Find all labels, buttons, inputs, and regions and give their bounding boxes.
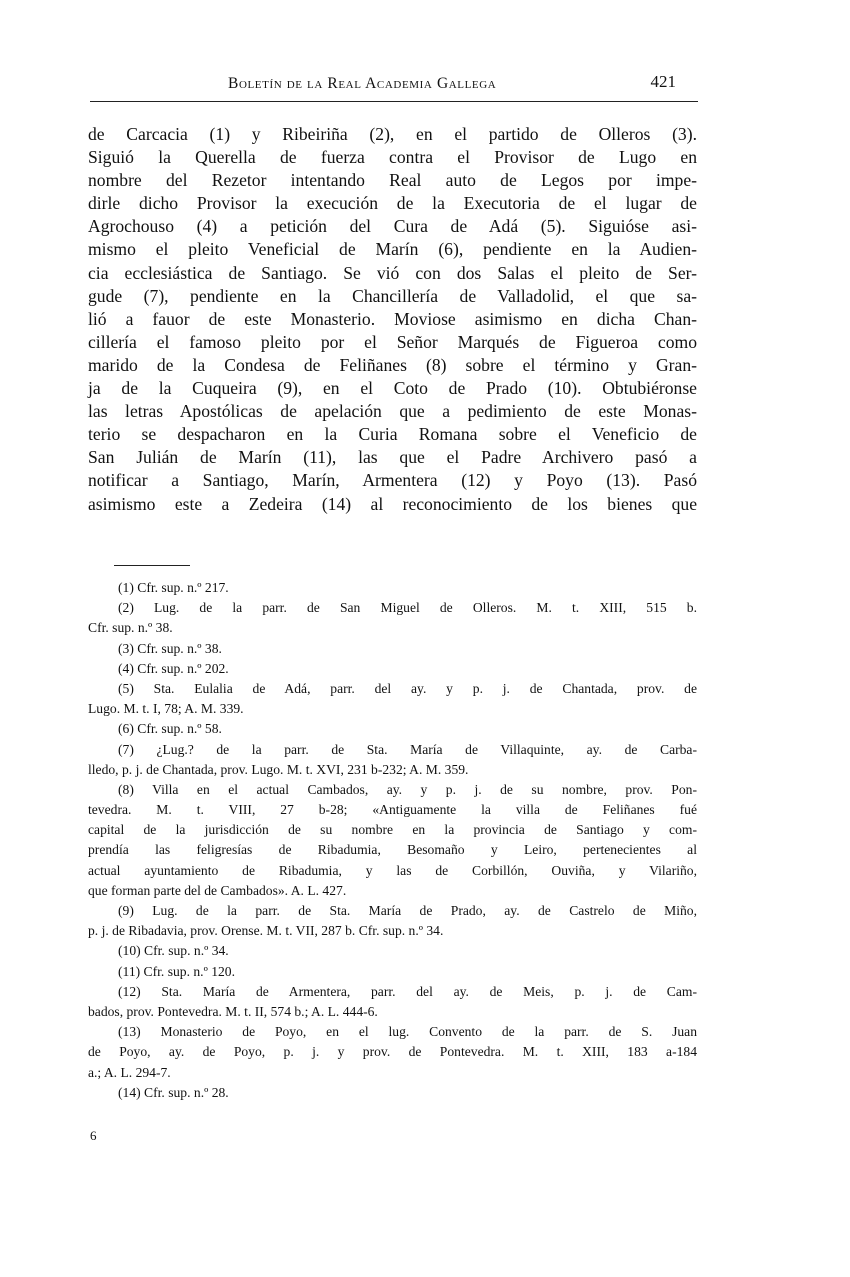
footnote-line: capital de la jurisdicción de su nombre en la provincia de Santiago y com-: [88, 822, 697, 838]
footnote-line: (8) Villa en el actual Cambados, ay. y p. j. de su nombre, prov. Pon-: [118, 781, 697, 797]
footnote-line: Cfr. sup. n.º 38.: [88, 620, 173, 636]
footnote-line: (6) Cfr. sup. n.º 58.: [118, 721, 222, 737]
body-line: Agrochouso (4) a petición del Cura de Adá (5). Siguióse asi-: [88, 216, 697, 237]
footnote: [88, 1083, 697, 1103]
footnote: [88, 578, 697, 598]
footnote-line: prendía las feligresías de Ribadumia, Besomaño y Leiro, pertenecientes al: [88, 842, 697, 858]
footnote-line: (7) ¿Lug.? de la parr. de Sta. María de Villaquinte, ay. de Carba-: [118, 741, 697, 757]
running-title: Boletín de la Real Academia Gallega: [228, 75, 497, 92]
running-header: [90, 66, 698, 102]
footnote-separator: [114, 565, 190, 566]
footnote: [88, 598, 697, 638]
footnote-line: de Poyo, ay. de Poyo, p. j. y prov. de Pontevedra. M. t. XIII, 183 a-184: [88, 1044, 697, 1060]
footnote-line: lledo, p. j. de Chantada, prov. Lugo. M. t. XVI, 231 b-232; A. M. 359.: [88, 761, 469, 777]
footnote: [88, 941, 697, 961]
footnote-line: (4) Cfr. sup. n.º 202.: [118, 660, 229, 676]
footnote-line: tevedra. M. t. VIII, 27 b-28; «Antiguamente la villa de Feliñanes fué: [88, 802, 697, 818]
footnote-line: que forman parte del de Cambados». A. L. 427.: [88, 882, 347, 898]
footnote-line: bados, prov. Pontevedra. M. t. II, 574 b.; A. L. 444-6.: [88, 1003, 378, 1019]
body-line: cia ecclesiástica de Santiago. Se vió con dos Salas el pleito de Ser-: [88, 262, 697, 283]
footnote-line: (9) Lug. de la parr. de Sta. María de Prado, ay. de Castrelo de Miño,: [118, 903, 697, 918]
footnote-line: (10) Cfr. sup. n.º 34.: [118, 943, 229, 959]
footnote-line: a.; A. L. 294-7.: [88, 1064, 171, 1080]
body-line: de Carcacia (1) y Ribeiriña (2), en el partido de Olleros (3).: [88, 124, 697, 144]
footnote: [88, 780, 697, 901]
footnote-line: (13) Monasterio de Poyo, en el lug. Convento de la parr. de S. Juan: [118, 1024, 697, 1040]
footnotes: [88, 578, 697, 1103]
footnote-line: (11) Cfr. sup. n.º 120.: [118, 963, 235, 979]
body-paragraph: [88, 123, 697, 516]
footnote-line: actual ayuntamiento de Ribadumia, y las de Corbillón, Ouviña, y Vilariño,: [88, 862, 697, 878]
body-line: asimismo este a Zedeira (14) al reconocimiento de los bienes que: [88, 493, 697, 514]
footnote: [88, 1022, 697, 1083]
body-line: notificar a Santiago, Marín, Armentera (12) y Poyo (13). Pasó: [88, 470, 697, 491]
body-line: dirle dicho Provisor la execución de la Executoria de el lugar de: [88, 193, 697, 214]
footnote: [88, 962, 697, 982]
body-line: mismo el pleito Veneficial de Marín (6), pendiente en la Audien-: [88, 239, 697, 260]
footnote: [88, 719, 697, 739]
footnote: [88, 679, 697, 719]
header-rule: [90, 101, 698, 102]
footnote-line: p. j. de Ribadavia, prov. Orense. M. t. VII, 287 b. Cfr. sup. n.º 34.: [88, 923, 444, 939]
body-line: terio se despacharon en la Curia Romana sobre el Veneficio de: [88, 424, 697, 445]
body-line: gude (7), pendiente en la Chancillería de Valladolid, el que sa-: [88, 285, 697, 306]
footnote: [88, 901, 697, 941]
body-line: San Julián de Marín (11), las que el Padre Archivero pasó a: [88, 447, 697, 468]
footnote-line: (1) Cfr. sup. n.º 217.: [118, 580, 229, 595]
footnote-line: (14) Cfr. sup. n.º 28.: [118, 1084, 229, 1100]
body-line: nombre del Rezetor intentando Real auto de Legos por impe-: [88, 170, 697, 191]
footnote-line: (3) Cfr. sup. n.º 38.: [118, 640, 222, 656]
footnote: [88, 740, 697, 780]
footnote-line: Lugo. M. t. I, 78; A. M. 339.: [88, 701, 244, 717]
body-line: Siguió la Querella de fuerza contra el Provisor de Lugo en: [88, 147, 697, 168]
body-line: marido de la Condesa de Feliñanes (8) sobre el término y Gran-: [88, 354, 697, 375]
sheet-marker: 6: [90, 1128, 97, 1143]
body-line: ja de la Cuqueira (9), en el Coto de Prado (10). Obtubiéronse: [88, 378, 697, 399]
page-number: 421: [650, 72, 676, 91]
body-line: las letras Apostólicas de apelación que a pedimiento de este Monas-: [88, 401, 697, 422]
body-line: lió a fauor de este Monasterio. Moviose asimismo en dicha Chan-: [88, 308, 697, 329]
footnote: [88, 982, 697, 1022]
footnote-line: (2) Lug. de la parr. de San Miguel de Olleros. M. t. XIII, 515 b.: [118, 600, 697, 616]
footnote: [88, 659, 697, 679]
body-line: cillería el famoso pleito por el Señor Marqués de Figueroa como: [88, 331, 697, 352]
footnote-line: (5) Sta. Eulalia de Adá, parr. del ay. y p. j. de Chantada, prov. de: [118, 680, 697, 696]
footnote: [88, 639, 697, 659]
footnote-line: (12) Sta. María de Armentera, parr. del ay. de Meis, p. j. de Cam-: [118, 983, 697, 999]
